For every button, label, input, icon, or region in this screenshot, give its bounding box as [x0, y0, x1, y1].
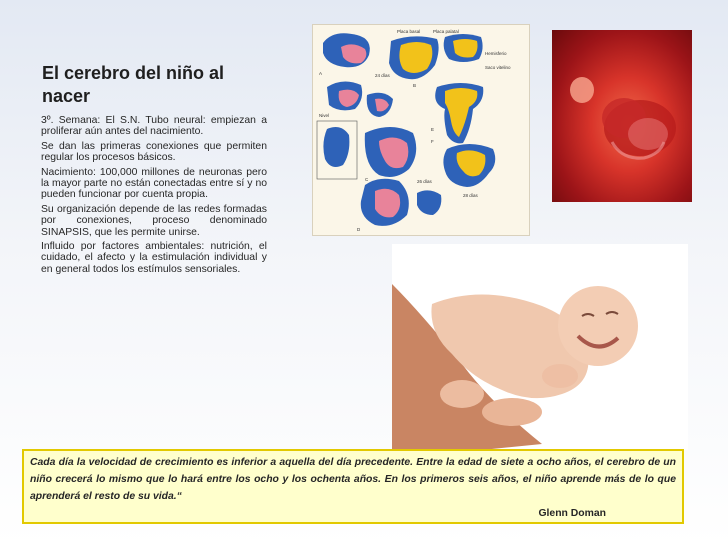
diagram-label: B	[413, 83, 417, 88]
diagram-label: Saco vitelino	[485, 65, 511, 70]
diagram-label: Placa basal	[397, 29, 421, 34]
diagram-label: E	[431, 127, 435, 132]
newborn-photo	[392, 244, 688, 450]
quote-text: Cada día la velocidad de crecimiento es inferior a aquella del día precedente. Entre la edad de siete a ocho años, el cerebro de un niño crecerá lo mismo que lo hará entre los ocho y los ochenta años. En los primeros seis años, el niño aprende más de lo que aprenderá el resto de su vida.“	[30, 457, 676, 502]
fetus-svg	[552, 30, 692, 202]
diagram-label: A	[319, 71, 323, 76]
newborn-svg	[392, 244, 688, 450]
embryo-diagram-image	[312, 24, 530, 236]
bullet-item: Su organización depende de las redes formadas por conexiones, proceso denominado SINAPSIS, que les permite unirse.	[41, 203, 267, 238]
fetus-photo	[552, 30, 692, 202]
diagram-label: F	[431, 139, 434, 144]
diagram-label: Nivel	[319, 113, 330, 118]
diagram-label: Hemisferio	[485, 51, 507, 56]
diagram-label: D	[357, 227, 361, 232]
bullet-item: Nacimiento: 100,000 millones de neuronas pero la mayor parte no están conectadas entre sí y no pueden funcionar por cuenta propia.	[41, 166, 267, 201]
quote-author: Glenn Doman	[538, 508, 606, 519]
diagram-label: 28 días	[463, 193, 478, 198]
bullet-item: Influido por factores ambientales: nutrición, el cuidado, el afecto y la estimulación individual y en general todos los estímulos sensoriales.	[41, 241, 267, 275]
bullet-list	[41, 115, 267, 278]
bullet-item: 3º. Semana: El S.N. Tubo neural: empiezan a proliferar aún antes del nacimiento.	[41, 115, 267, 138]
diagram-label: 26 días	[417, 179, 432, 184]
quote-box	[22, 449, 684, 524]
diagram-label: Placa palatal	[433, 29, 459, 34]
bullet-item: Se dan las primeras conexiones que permiten regular los procesos básicos.	[41, 140, 267, 164]
diagram-label: C	[365, 177, 369, 182]
embryo-diagram-svg	[313, 25, 529, 235]
diagram-label: 24 días	[375, 73, 390, 78]
slide-title: El cerebro del niño al nacer	[42, 63, 225, 106]
